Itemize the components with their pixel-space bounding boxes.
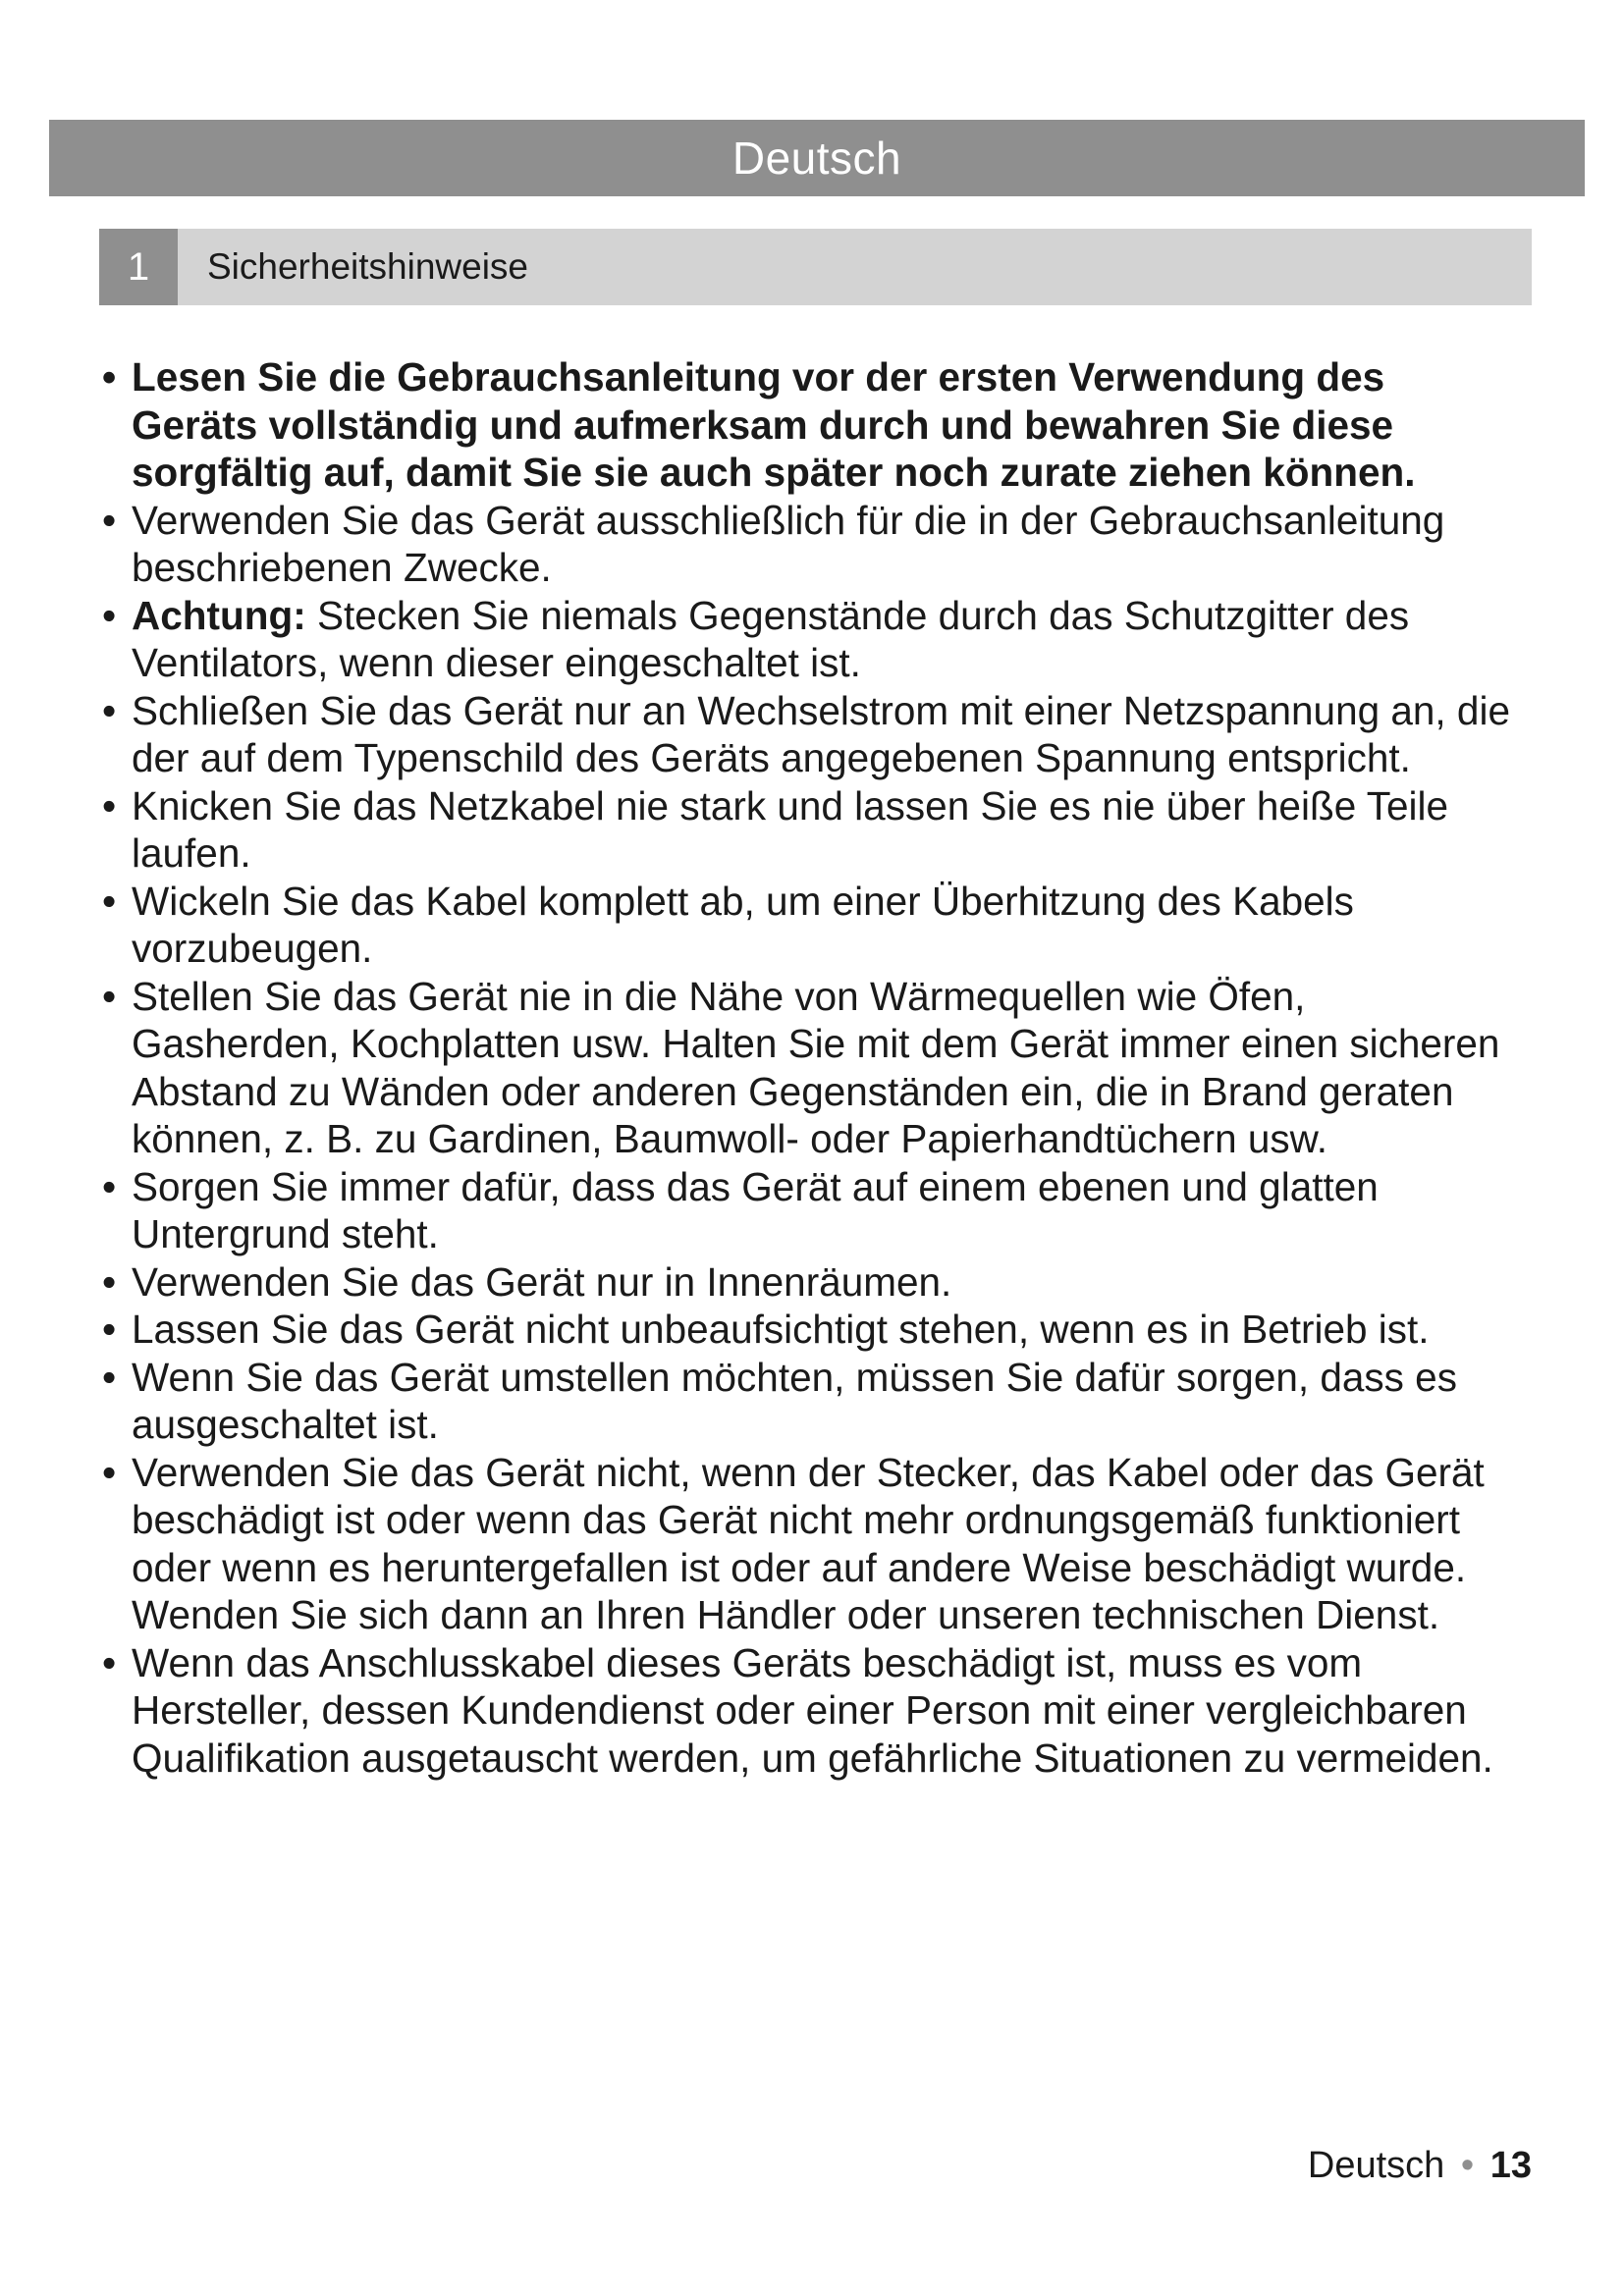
bullet-list xyxy=(98,353,1512,1782)
bullet-dot: • xyxy=(102,1163,117,1209)
bullet-text: Sorgen Sie immer dafür, dass das Gerät auf einem ebenen und glatten Untergrund steht. xyxy=(132,1163,1379,1256)
bullet-text: Wickeln Sie das Kabel komplett ab, um einer Überhitzung des Kabels vorzubeugen. xyxy=(132,878,1354,971)
page-number: 13 xyxy=(1489,2145,1532,2186)
bullet-text: Wenn Sie das Gerät umstellen möchten, müssen Sie dafür sorgen, dass es ausgeschaltet ist. xyxy=(132,1354,1457,1447)
bullet-lead: Achtung: xyxy=(132,592,306,638)
list-item xyxy=(98,878,1512,973)
footer-separator: • xyxy=(1460,2145,1475,2186)
bullet-dot: • xyxy=(102,1258,117,1305)
bullet-text: Lesen Sie die Gebrauchsanleitung vor der ersten Verwendung des Geräts vollständig und aufmerksam durch und bewahren Sie diese sorgfältig auf, damit Sie sie auch später noch zurate ziehen können. xyxy=(132,354,1416,495)
list-item xyxy=(98,1354,1512,1449)
bullet-dot: • xyxy=(102,1354,117,1400)
bullet-dot: • xyxy=(102,782,117,828)
bullet-text: Knicken Sie das Netzkabel nie stark und lassen Sie es nie über heiße Teile laufen. xyxy=(132,782,1449,876)
page-footer xyxy=(1308,2145,1532,2187)
list-item xyxy=(98,973,1512,1163)
bullet-text: Verwenden Sie das Gerät nur in Innenräumen. xyxy=(132,1258,952,1305)
language-title: Deutsch xyxy=(731,133,902,184)
section-title: Sicherheitshinweise xyxy=(207,246,529,287)
language-header-bar xyxy=(49,120,1585,196)
bullet-dot: • xyxy=(102,973,117,1019)
bullet-text: Stecken Sie niemals Gegenstände durch das Schutzgitter des Ventilators, wenn dieser eingeschaltet ist. xyxy=(132,592,1410,685)
bullet-text: Verwenden Sie das Gerät ausschließlich für die in der Gebrauchsanleitung beschriebenen Zwecke. xyxy=(132,497,1445,590)
bullet-dot: • xyxy=(102,592,117,638)
bullet-text: Verwenden Sie das Gerät nicht, wenn der Stecker, das Kabel oder das Gerät beschädigt ist oder wenn das Gerät nicht mehr ordnungsgemäß funktioniert oder wenn es heruntergefallen ist oder auf andere Weise beschädigt wurde. Wenden Sie sich dann an Ihren Händler oder unseren technischen Dienst. xyxy=(132,1449,1485,1637)
footer-language: Deutsch xyxy=(1307,2145,1445,2186)
list-item xyxy=(98,1449,1512,1639)
bullet-text: Lassen Sie das Gerät nicht unbeaufsichtigt stehen, wenn es in Betrieb ist. xyxy=(132,1307,1430,1352)
bullet-dot: • xyxy=(102,1639,117,1685)
list-item xyxy=(98,782,1512,878)
bullet-text: Schließen Sie das Gerät nur an Wechselstrom mit einer Netzspannung an, die der auf dem Typenschild des Geräts angegebenen Spannung entspricht. xyxy=(132,687,1510,780)
list-item xyxy=(98,1163,1512,1258)
safety-instructions xyxy=(98,353,1512,1782)
bullet-dot: • xyxy=(102,687,117,733)
bullet-dot: • xyxy=(102,878,117,924)
section-number: 1 xyxy=(99,229,178,305)
bullet-dot: • xyxy=(102,497,117,543)
list-item xyxy=(98,497,1512,592)
list-item xyxy=(98,687,1512,782)
bullet-dot: • xyxy=(102,1449,117,1495)
list-item xyxy=(98,353,1512,497)
list-item xyxy=(98,1258,1512,1307)
bullet-text: Stellen Sie das Gerät nie in die Nähe von Wärmequellen wie Öfen, Gasherden, Kochplatten usw. Halten Sie mit dem Gerät immer einen sicheren Abstand zu Wänden oder anderen Gegenständen ein, die in Brand geraten können, z. B. zu Gardinen, Baumwoll- oder Papierhandtüchern usw. xyxy=(132,973,1500,1161)
bullet-dot: • xyxy=(102,1307,117,1352)
section-header xyxy=(99,229,1532,305)
bullet-dot: • xyxy=(102,354,117,400)
list-item xyxy=(98,1639,1512,1783)
list-item xyxy=(98,592,1512,687)
list-item xyxy=(98,1306,1512,1354)
bullet-text: Wenn das Anschlusskabel dieses Geräts beschädigt ist, muss es vom Hersteller, dessen Kundendienst oder einer Person mit einer vergleichbaren Qualifikation ausgetauscht werden, um gefährliche Situationen zu vermeiden. xyxy=(132,1639,1493,1781)
